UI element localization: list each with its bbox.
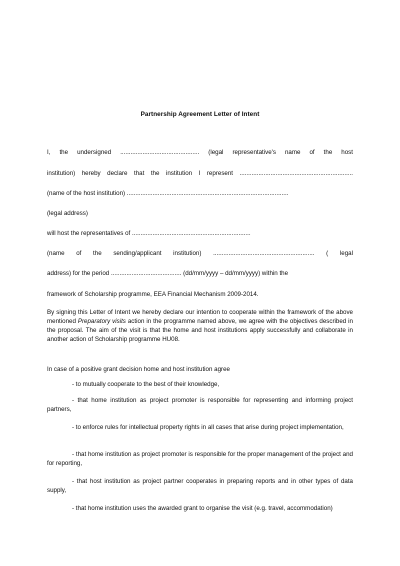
intent-text-start: By signing this Letter of Intent we hereby declare our intention to cooperate within the framework of the above mentioned	[47, 309, 353, 325]
form-line-host-name: (name of the host institution) ..............................................................................................	[47, 190, 289, 197]
form-line-sending-institution: (name of the sending/applicant institution) ........................................................... ( legal	[47, 250, 353, 257]
list-item: - that home institution as project promoter is responsible for the proper management of the project and for reporting,	[47, 451, 353, 467]
intent-text-end: action in the programme named above, we agree with the objectives described in the proposal. The aim of the visit is that the home and host institutions apply successfully and collaborate in another action of Scholarship programme HU08.	[47, 317, 353, 343]
grant-intro: In case of a positive grant decision home and host institution agree	[47, 366, 230, 373]
document-title: Partnership Agreement Letter of Intent	[140, 111, 260, 118]
list-item: - to mutually cooperate to the best of their knowledge,	[72, 381, 220, 388]
list-item: - that host institution as project partner cooperates in preparing reports and in other types of data supply,	[47, 478, 353, 494]
list-item: - to enforce rules for intellectual property rights in all cases that arise during project implementation,	[72, 424, 344, 431]
form-line-framework: framework of Scholarship programme, EEA Financial Mechanism 2009-2014.	[47, 291, 259, 298]
form-line-undersigned: I, the undersigned .............................................. (legal representative's name of the host	[47, 149, 353, 156]
form-line-period: address) for the period ......................................... (dd/mm/yyyy – dd/mm/yyyy) within the	[47, 270, 289, 277]
list-item: - that home institution as project promoter is responsible for representing and informing project partners,	[47, 397, 353, 413]
form-line-host-representatives: will host the representatives of .....................................................................	[47, 230, 251, 237]
list-item: - that home institution uses the awarded grant to organise the visit (e.g. travel, accommodation)	[72, 505, 333, 512]
intent-text-italic: Preparatory visits	[77, 317, 126, 325]
form-line-legal-address: (legal address)	[47, 210, 88, 217]
intent-paragraph	[47, 309, 353, 345]
form-line-institution-declare: institution) hereby declare that the institution I represent ..................................................................	[47, 170, 353, 177]
